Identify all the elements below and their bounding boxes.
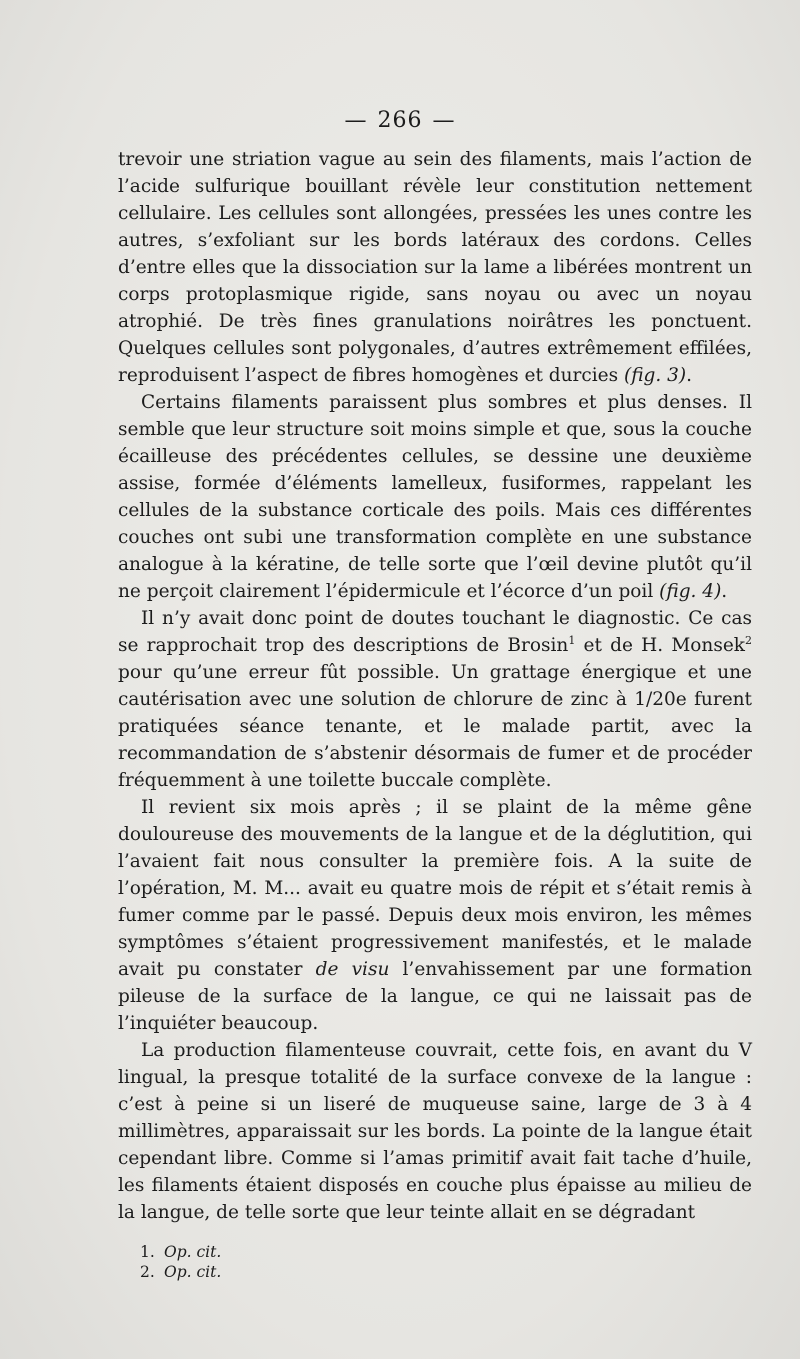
paragraph-text: Certains filaments paraissent plus sombres et plus denses. Il semble que leur structure soit moins simple et que, sous la couche écailleuse des précédentes cellules, se dessine une deuxième assise, formée d’éléments lamelleux, fusiformes, rappelant les cellules de la substance corticale des poils. Mais ces différentes couches ont subi une transformation complète en une substance analogue à la kératine, de telle sorte que l’œil devine plutôt qu’il ne perçoit clairement l’épidermicule et l’écorce d’un poil bbox=[118, 392, 752, 602]
paragraph-text: l’envahissement par une formation pileuse de la surface de la langue, ce qui ne laissait pas de l’inquiéter beaucoup. bbox=[118, 959, 752, 1034]
footnote bbox=[140, 1262, 221, 1282]
footnotes bbox=[140, 1242, 221, 1282]
paragraph-text: Il revient six mois après ; il se plaint de la même gêne douloureuse des mouvements de la langue et de la déglutition, qui l’avaient fait nous consulter la première fois. A la suite de l’opération, M. M... avait eu quatre mois de répit et s’était remis à fumer comme par le passé. Depuis deux mois environ, les mêmes symptômes s’étaient progressivement manifestés, et le malade avait pu constater bbox=[118, 797, 752, 980]
footnote-reference: 2 bbox=[745, 633, 753, 647]
paragraph bbox=[118, 794, 752, 1037]
paragraph-text: . bbox=[721, 581, 728, 602]
page-number: 266 bbox=[377, 108, 423, 133]
paragraph bbox=[118, 389, 752, 605]
italic-text: (fig. 4) bbox=[659, 581, 722, 602]
paragraph-text: trevoir une striation vague au sein des filaments, mais l’action de l’acide sulfurique bouillant révèle leur constitution nettement cellulaire. Les cellules sont allongées, pressées les unes contre les autres, s’exfoliant sur les bords latéraux des cordons. Celles d’entre elles que la dissociation sur la lame a libérées montrent un corps protoplasmique rigide, sans noyau ou avec un noyau atrophié. De très fines granulations noirâtres les ponctuent. Quelques cellules sont polygonales, d’autres extrêmement effilées, reproduisent l’aspect de fibres homogènes et durcies bbox=[118, 149, 752, 386]
italic-text: de visu bbox=[315, 959, 390, 980]
paragraph-text: La production filamenteuse couvrait, cette fois, en avant du V lingual, la presque totalité de la surface convexe de la langue : c’est à peine si un liseré de muqueuse saine, large de 3 à 4 millimètres, apparaissait sur les bords. La pointe de la langue était cependant libre. Comme si l’amas primitif avait fait tache d’huile, les filaments étaient disposés en couche plus épaisse au milieu de la langue, de telle sorte que leur teinte allait en se dégradant bbox=[118, 1040, 752, 1223]
footnote-number: 1. bbox=[140, 1243, 155, 1261]
paragraph-text: Il n’y avait donc point de doutes touchant le diagnostic. Ce cas se rapprochait trop des descriptions de Brosin bbox=[118, 608, 752, 656]
footnote-text: Op. cit. bbox=[164, 1263, 222, 1281]
header-dash-right: — bbox=[432, 108, 456, 133]
footnote-text: Op. cit. bbox=[164, 1243, 222, 1261]
paragraph bbox=[118, 605, 752, 794]
paragraph bbox=[118, 1037, 752, 1226]
header-dash-left: — bbox=[344, 108, 368, 133]
footnote bbox=[140, 1242, 221, 1262]
paragraph bbox=[118, 146, 752, 389]
footnote-reference: 1 bbox=[568, 633, 576, 647]
page-header bbox=[0, 108, 800, 133]
paragraph-text: . bbox=[686, 365, 693, 386]
body-text bbox=[118, 146, 752, 1226]
paragraph-text: pour qu’une erreur fût possible. Un grattage énergique et une cautérisation avec une solution de chlorure de zinc à 1/20e furent pratiquées séance tenante, et le malade partit, avec la recommandation de s’abstenir désormais de fumer et de procéder fréquemment à une toilette buccale complète. bbox=[118, 662, 752, 791]
footnote-number: 2. bbox=[140, 1263, 155, 1281]
italic-text: (fig. 3) bbox=[624, 365, 687, 386]
paragraph-text: et de H. Monsek bbox=[575, 635, 746, 656]
